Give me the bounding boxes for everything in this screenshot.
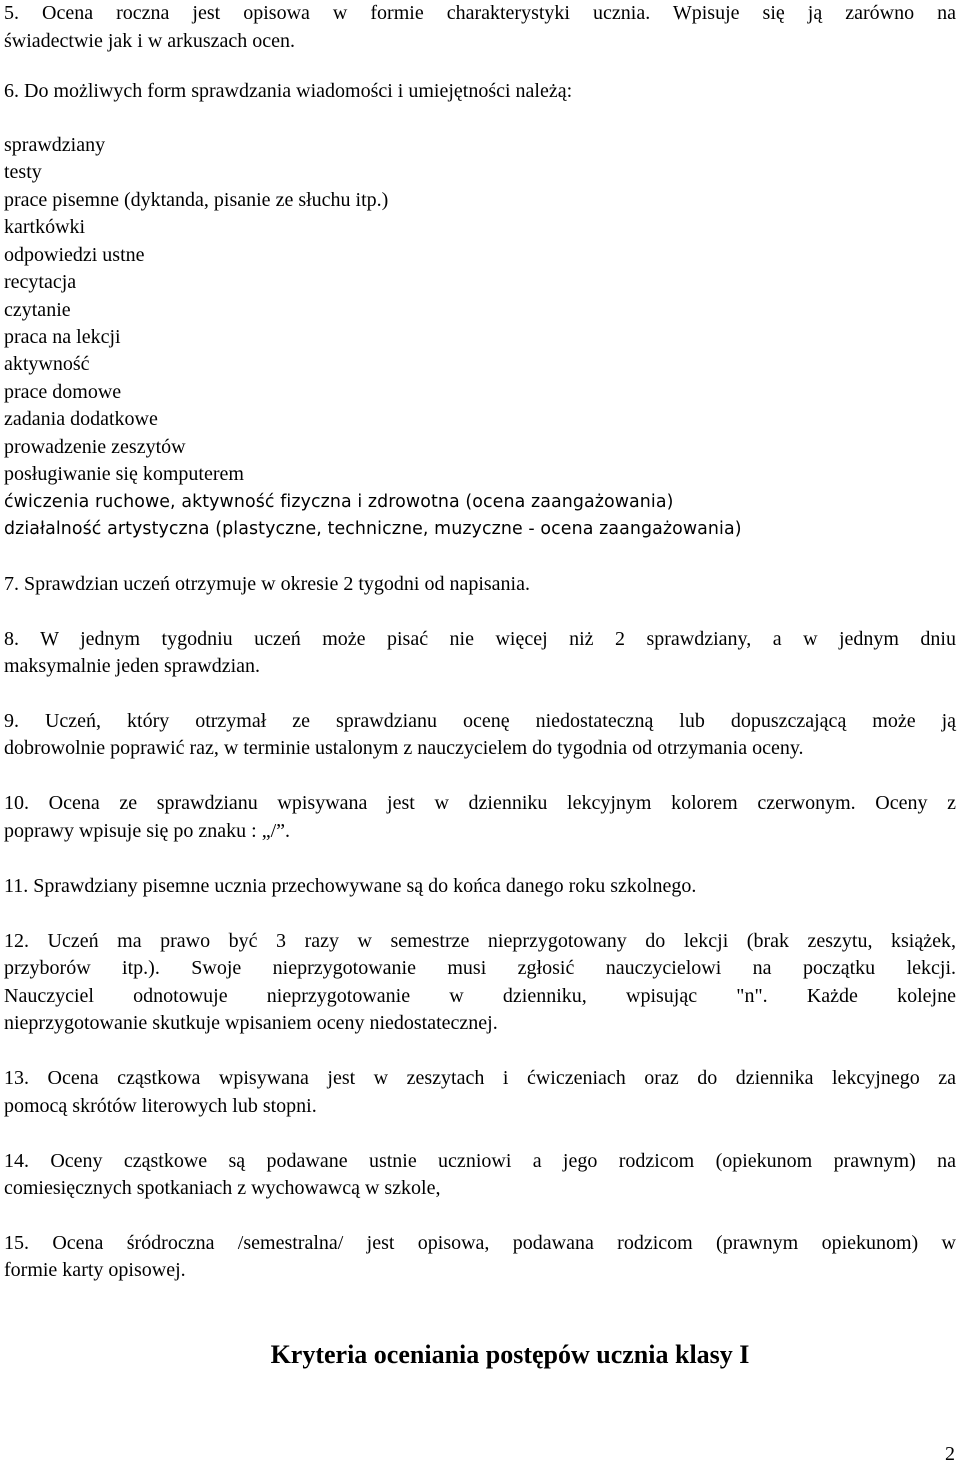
point-5-line-2: świadectwie jak i w arkuszach ocen. (4, 30, 295, 52)
list-item: czytanie (4, 299, 71, 321)
list-item: prace domowe (4, 381, 122, 403)
list-item: kartkówki (4, 216, 86, 238)
list-item: sprawdziany (4, 134, 106, 156)
point-6-intro: 6. Do możliwych form sprawdzania wiadomości i umiejętności należą: (4, 80, 573, 102)
point-13-line-2: pomocą skrótów literowych lub stopni. (4, 1095, 317, 1117)
point-8-line-1: 8. W jednym tygodniu uczeń może pisać nie więcej niż 2 sprawdziany, a w jednym dniu (4, 628, 956, 650)
point-7: 7. Sprawdzian uczeń otrzymuje w okresie 2 tygodni od napisania. (4, 573, 530, 595)
list-item: testy (4, 161, 42, 183)
list-item: recytacja (4, 271, 77, 293)
point-12-line-4: nieprzygotowanie skutkuje wpisaniem oceny niedostatecznej. (4, 1012, 498, 1034)
list-item: odpowiedzi ustne (4, 244, 145, 266)
point-9-line-1: 9. Uczeń, który otrzymał ze sprawdzianu ocenę niedostateczną lub dopuszczającą może ją (4, 710, 956, 732)
point-12-line-1: 12. Uczeń ma prawo być 3 razy w semestrze nieprzygotowany do lekcji (brak zeszytu, książek, (4, 930, 956, 952)
point-5-line-1: 5. Ocena roczna jest opisowa w formie charakterystyki ucznia. Wpisuje się ją zarówno na (4, 2, 956, 24)
point-13-line-1: 13. Ocena cząstkowa wpisywana jest w zeszytach i ćwiczeniach oraz do dziennika lekcyjnego za (4, 1067, 956, 1089)
list-item: prace pisemne (dyktanda, pisanie ze słuchu itp.) (4, 189, 389, 211)
point-15-line-1: 15. Ocena śródroczna /semestralna/ jest opisowa, podawana rodzicom (prawnym opiekunom) w (4, 1232, 956, 1254)
point-15-line-2: formie karty opisowej. (4, 1259, 186, 1281)
page-number: 2 (945, 1443, 955, 1465)
point-14-line-2: comiesięcznych spotkaniach z wychowawcą w szkole, (4, 1177, 441, 1199)
point-14-line-1: 14. Oceny cząstkowe są podawane ustnie uczniowi a jego rodzicom (opiekunom prawnym) na (4, 1150, 956, 1172)
list-item: posługiwanie się komputerem (4, 463, 244, 485)
point-9-line-2: dobrowolnie poprawić raz, w terminie ustalonym z nauczycielem do tygodnia od otrzymania oceny. (4, 737, 804, 759)
list-item: ćwiczenia ruchowe, aktywność fizyczna i zdrowotna (ocena zaangażowania) (4, 492, 674, 512)
point-12-line-2: przyborów itp.). Swoje nieprzygotowanie musi zgłosić nauczycielowi na początku lekcji. (4, 957, 956, 979)
list-item: praca na lekcji (4, 326, 121, 348)
list-item: aktywność (4, 353, 90, 375)
point-11: 11. Sprawdziany pisemne ucznia przechowywane są do końca danego roku szkolnego. (4, 875, 697, 897)
list-item: działalność artystyczna (plastyczne, techniczne, muzyczne - ocena zaangażowania) (4, 519, 742, 539)
point-10-line-1: 10. Ocena ze sprawdzianu wpisywana jest w dzienniku lekcyjnym kolorem czerwonym. Oceny z (4, 792, 956, 814)
list-item: prowadzenie zeszytów (4, 436, 186, 458)
list-item: zadania dodatkowe (4, 408, 158, 430)
point-8-line-2: maksymalnie jeden sprawdzian. (4, 655, 261, 677)
point-12-line-3: Nauczyciel odnotowuje nieprzygotowanie w dzienniku, wpisując "n". Każde kolejne (4, 985, 956, 1007)
section-heading: Kryteria oceniania postępów ucznia klasy I (270, 1340, 750, 1369)
point-10-line-2: poprawy wpisuje się po znaku : „/”. (4, 820, 291, 842)
